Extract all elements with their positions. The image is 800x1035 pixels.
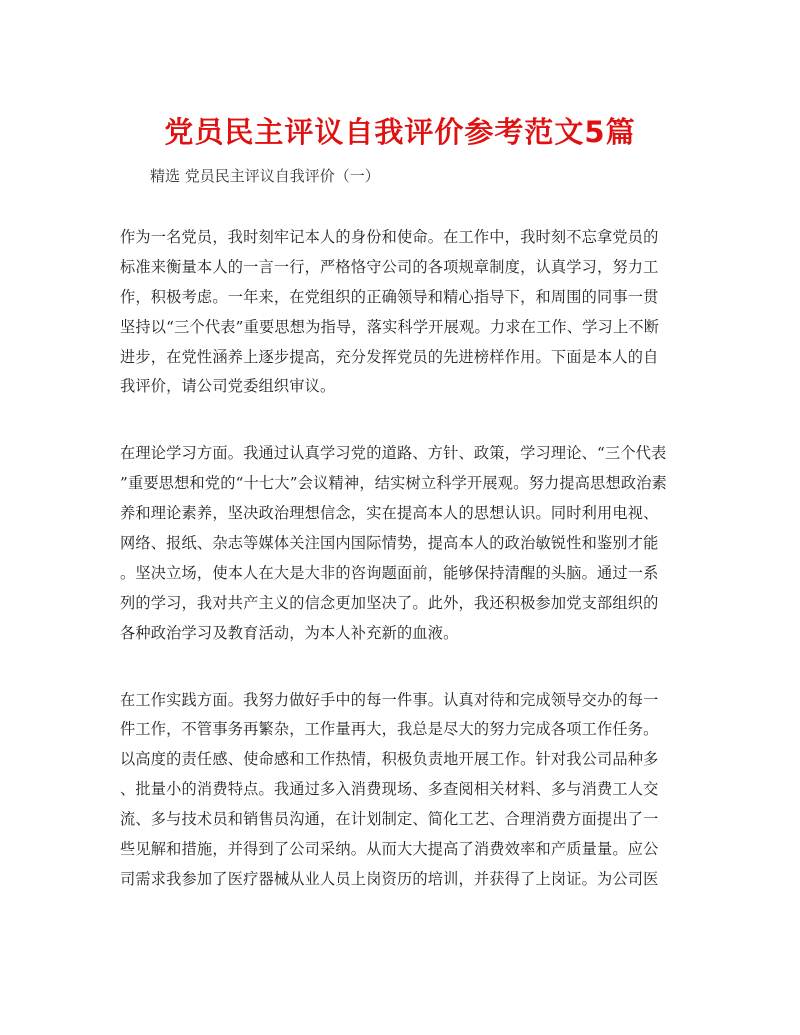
paragraph-2 bbox=[120, 439, 680, 648]
document-body bbox=[120, 223, 680, 932]
paragraph-3 bbox=[120, 686, 680, 895]
text-line: 作为一名党员，我时刻牢记本人的身份和使命。在工作中，我时刻不忘拿党员的 bbox=[120, 228, 659, 246]
document-title: 党员民主评议自我评价参考范文5篇 bbox=[164, 115, 636, 149]
text-line: 坚持以“三个代表”重要思想为指导，落实科学开展观。力求在工作、学习上不断 bbox=[120, 317, 660, 336]
text-line: 流、多与技术员和销售员沟通，在计划制定、简化工艺、合理消费方面提出了一 bbox=[120, 810, 659, 829]
document-subtitle: 精选 党员民主评议自我评价（一） bbox=[150, 167, 380, 185]
text-line: 各种政治学习及教育活动，为本人补充新的血液。 bbox=[120, 623, 459, 642]
text-line: 网络、报纸、杂志等媒体关注国内国际情势，提高本人的政治敏锐性和鉴别才能 bbox=[120, 534, 659, 553]
text-line: 。坚决立场，使本人在大是大非的咨询题面前，能够保持清醒的头脑。通过一系 bbox=[120, 563, 659, 582]
text-line: 、批量小的消费特点。我通过多入消费现场、多查阅相关材料、多与消费工人交 bbox=[120, 780, 659, 799]
text-line: 标准来衡量本人的一言一行，严格恪守公司的各项规章制度，认真学习，努力工 bbox=[120, 257, 659, 276]
text-line: 进步，在党性涵养上逐步提高，充分发挥党员的先进榜样作用。下面是本人的自 bbox=[120, 347, 659, 366]
text-line: 些见解和措施，并得到了公司采纳。从而大大提高了消费效率和产质量量。应公 bbox=[120, 840, 659, 859]
text-line: 在理论学习方面。我通过认真学习党的道路、方针、政策，学习理论、“三个代表 bbox=[120, 444, 667, 463]
text-line: ”重要思想和党的“十七大”会议精神，结实树立科学开展观。努力提高思想政治素 bbox=[120, 474, 668, 493]
text-line: 以高度的责任感、使命感和工作热情，积极负责地开展工作。针对我公司品种多 bbox=[120, 750, 659, 769]
text-line: 在工作实践方面。我努力做好手中的每一件事。认真对待和完成领导交办的每一 bbox=[120, 690, 659, 709]
paragraph-1 bbox=[120, 223, 680, 402]
text-line: 件工作，不管事务再繁杂，工作量再大，我总是尽大的努力完成各项工作任务。 bbox=[120, 720, 659, 739]
text-line: 作，积极考虑。一年来，在党组织的正确领导和精心指导下，和周围的同事一贯 bbox=[120, 287, 659, 306]
text-line: 养和理论素养，坚决政治理想信念，实在提高本人的思想认识。同时利用电视、 bbox=[120, 504, 659, 523]
text-line: 司需求我参加了医疗器械从业人员上岗资历的培训，并获得了上岗证。为公司医 bbox=[120, 869, 659, 888]
text-line: 我评价，请公司党委组织审议。 bbox=[120, 377, 336, 396]
text-line: 列的学习，我对共产主义的信念更加坚决了。此外，我还积极参加党支部组织的 bbox=[120, 593, 659, 612]
